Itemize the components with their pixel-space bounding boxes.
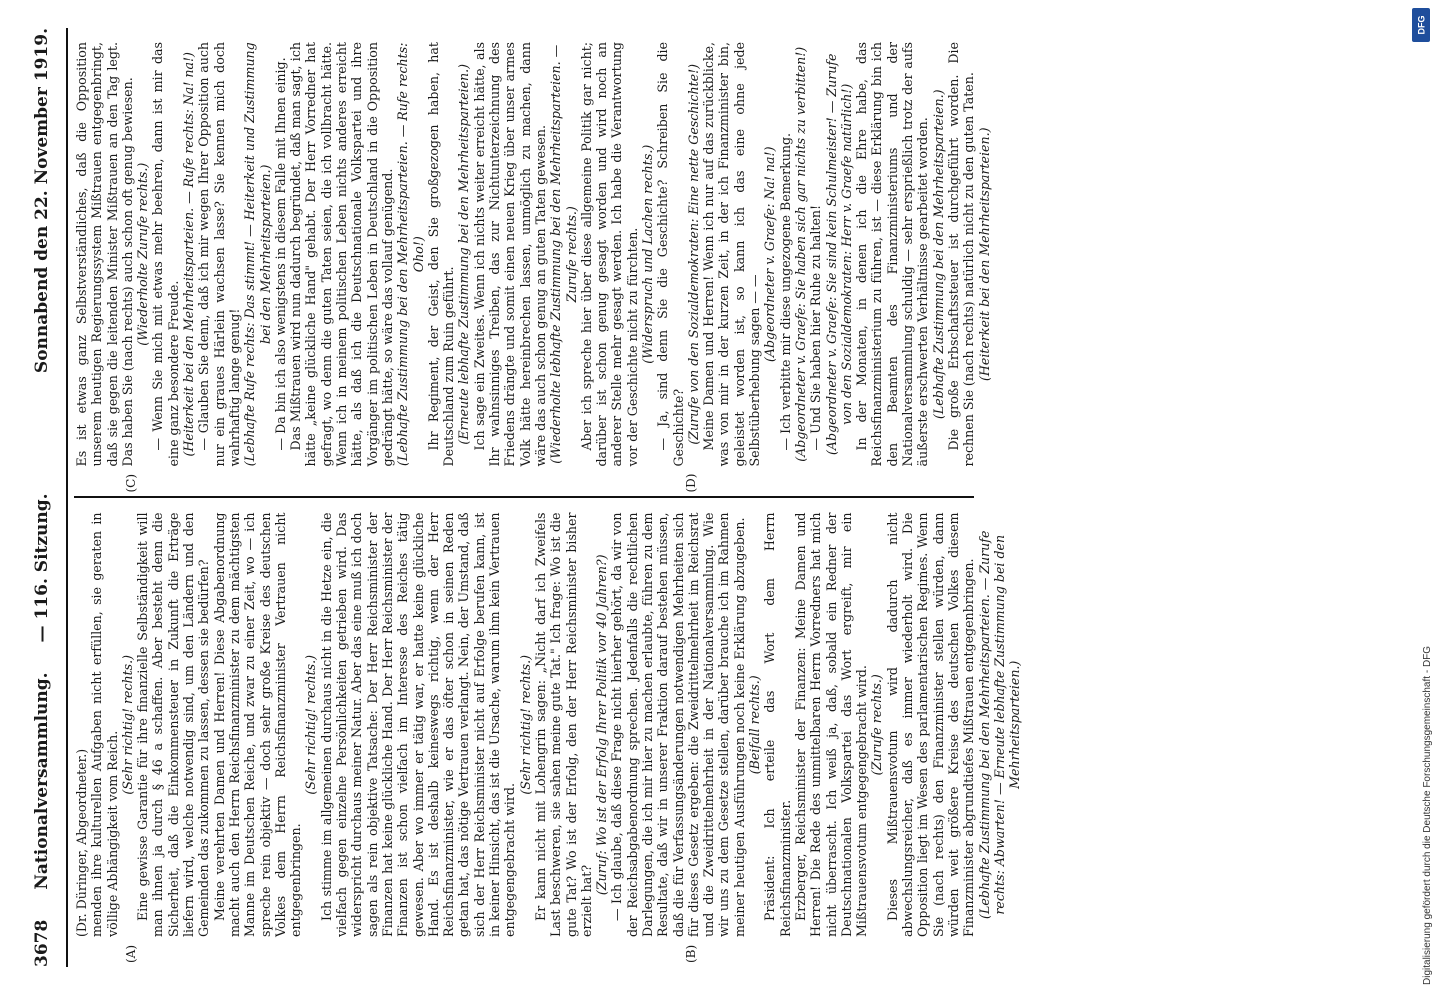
page-header [32,28,68,967]
left-column [74,499,1023,968]
paragraph: — Und Sie haben hier Ruhe zu halten! [808,204,824,451]
paragraph: (Wiederholte lebhafte Zustimmung bei den Mehrheitsparteien. — Zurufe rechts.) [548,44,579,464]
page-number: 3678 [32,919,52,967]
credit-text: Digitalisierung gefördert durch die Deutsche Forschungsgemeinschaft - DFG [1422,645,1433,985]
paragraph: Ihr Regiment, der Geist, den Sie großgezogen haben, hat Deutschland zum Ruin geführt. [425,42,457,467]
text-columns [74,28,1023,967]
paragraph: (Lebhafte Rufe rechts: Das stimmt! — Heiterkeit und Zustimmung bei den Mehrheitsparteien.) [242,42,273,467]
paragraph: (Lebhafte Zustimmung bei den Mehrheitsparteien. — Rufe rechts: Oho!) [395,42,426,466]
paragraph: (Abgeordneter v. Graefe: Sie haben sich gar nichts zu verbitten!) [792,46,808,462]
session-date: Sonnabend den 22. November 1919. [32,28,52,374]
session-label: — 116. Sitzung. [32,493,52,643]
paragraph: (Abgeordneter v. Graefe: Sie sind kein Schulmeister! — Zurufe von den Sozialdemokraten: Herr v. Graefe natürlich!) [823,53,854,455]
paragraph: (Sehr richtig! rechts.) [119,654,135,795]
paragraph: (Sehr richtig! rechts.) [517,654,533,795]
paragraph: Meine verehrten Damen und Herren! Diese Abgabenordnung macht auch den Herrn Reichsfinanzminister zu dem mächtigsten Manne im Deutschen Reiche, und zwar zu einer Zeit, wo — ich spreche rein objektiv — doch sehr große Kreise des deutschen Volkes dem Herrn Reichsfinanzminister Vertrauen nicht entgegenbringen. [211,512,304,937]
paragraph: (Erneute lebhafte Zustimmung bei den Mehrheitsparteien.) [456,63,472,445]
paragraph: — Glauben Sie denn, daß ich mir wegen Ihrer Opposition auch nur ein graues Härlein wachsen lasse? Sie kennen mich doch wahrhaftig lange genug! [196,42,242,467]
margin-mark-c: (C) [124,473,138,493]
paragraph: Eine gewisse Garantie für ihre finanzielle Selbständigkeit will man ihnen ja durch § 46 a schaffen. Aber besteht denn die Sicherheit, daß die Einkommensteuer in Zukunft die Erträge liefern wird, welche notwendig sind, um den Ländern und den Gemeinden das zukommen zu lassen, dessen sie bedürfen? [135,512,212,937]
paragraph: Dieses Mißtrauensvotum wird dadurch nicht abwechslungsreicher, daß es immer wiederholt wird. Die Opposition liegt im Wesen des parlamentarischen Regimes. Wenn Sie (nach rechts) den Finanzminister stellen würden, dann würden weit größere Kreise des deutschen Volkes diesem Finanzminister abgrundtiefes Mißtrauen entgegenbringen. [884,512,977,937]
paragraph: — Wenn Sie mich mit etwas mehr beehren, dann ist mir das eine ganz besondere Freude. [150,42,181,467]
margin-mark-d: (D) [684,473,698,493]
paragraph: Die große Erbschaftssteuer ist durchgeführt worden. Die rechnen Sie (nach rechts) natürlich nicht zu den guten Taten. [945,42,977,467]
paragraph: (Dr. Düringer, Abgeordneter.) [74,748,89,937]
paragraph: Ich stimme im allgemeinen durchaus nicht in die Hetze ein, die vielfach gegen einzelne Persönlichkeiten getrieben wird. Das widerspricht durchaus meiner Natur. Aber das eine muß ich doch sagen als rein objektive Tatsache: Der Herr Reichsminister der Finanzen hat keine glückliche Hand. Der Herr Reichsminister der Finanzen ist schon vielfach im Interesse des Reiches tätig gewesen. Aber wo immer er tätig war, er hatte keine glückliche Hand. Es ist deshalb keineswegs richtig, wenn der Herr Reichsfinanzminister, wie er das öfter schon in seinen Reden getan hat, das nötige Vertrauen verlangt. Nein, der Umstand, daß sich der Herr Reichsminister nicht auf Erfolge berufen kann, ist in keiner Hinsicht, das ist die Ursache, warum ihm kein Vertrauen entgegengebracht wird. [318,512,518,937]
paragraph: (Zurufe rechts.) [869,674,885,776]
paragraph: Es ist etwas ganz Selbstverständliches, daß die Opposition unserem heutigen Regierungssystem Mißtrauen entgegenbringt, daß sie gegen die leitenden Minister Mißtrauen an den Tag legt. Das haben Sie (nach rechts) auch schon oft genug bewiesen. [74,42,135,467]
right-column [74,28,992,499]
paragraph: (Lebhafte Zustimmung bei den Mehrheitsparteien. — Zurufe rechts: Abwarten! — Erneute lebhafte Zustimmung bei den Mehrheitsparteien.) [976,530,1023,919]
paragraph: (Sehr richtig! rechts.) [303,654,319,795]
paragraph: (Lebhafte Zustimmung bei den Mehrheitsparteien.) [930,89,946,420]
paragraph: (Beifall rechts.) [747,675,763,775]
paragraph: — Ja, sind denn Sie die Geschichte? Schreiben Sie die Geschichte? [655,42,686,467]
paragraph: (Heiterkeit bei den Mehrheitsparteien. — Rufe rechts: Na! na!) [181,52,197,457]
paragraph: — Da bin ich also wenigstens in diesem Falle mit Ihnen einig. [272,57,288,451]
paragraph: (Wiederholte Zurufe rechts.) [135,162,151,346]
margin-mark-a: (A) [124,944,138,963]
paragraph: menden ihre kulturellen Aufgaben nicht erfüllen, sie geraten in völlige Abhängigkeit vom Reich. [89,512,120,937]
paragraph: Er kann nicht mit Lohengrin sagen: „Nicht darf ich Zweifels Last beschweren, sie sahen meine gute Tat." Ich frage: Wo ist die gute Tat? Wo ist der Erfolg, den der Herr Reichsminister bisher erzielt hat? [532,512,594,937]
paragraph: Erzberger, Reichsminister der Finanzen: Meine Damen und Herren! Die Rede des unmittelbaren Herrn Vorredners hat mich nicht überrascht. Ich weiß ja, daß, sobald ein Redner der Deutschnationalen Volkspartei das Wort ergreift, mir ein Mißtrauensvotum entgegengebracht wird. [792,512,870,937]
paragraph: Ich sage ein Zweites. Wenn ich nichts weiter erreicht hätte, als Ihr wahnsinniges Treiben, das zur Nichtunterzeichnung des Friedens drängte und somit einen neuen Krieg über unser armes Volk hätte hereinbrechen lassen, unmöglich zu machen, dann wäre das auch schon genug an guten Taten gewesen. [471,42,548,467]
paragraph: (Widerspruch und Lachen rechts.) [639,144,655,364]
paragraph: (Abgeordneter v. Graefe: Na! na!) [762,146,778,363]
digitization-credit [1410,0,1434,1000]
margin-mark-b: (B) [684,944,698,963]
scanned-page [32,20,1372,975]
dfg-logo: DFG [1412,8,1430,42]
paragraph: In der Monaten, in denen ich die Ehre habe, das Reichsfinanzministerium zu führen, ist — diese Erklärung bin ich den Beamten des Finanzministeriums und der Nationalversammlung schuldig — sehr ersprießlich trotz der aufs äußerste erschwerten Verhältnisse gearbeitet worden. [854,42,931,467]
paragraph: Das Mißtrauen wird nun dadurch begründet, daß man sagt, ich hätte „keine glückliche Hand" gehabt. Der Herr Vorredner hat gefragt, wo denn die guten Taten seien, die ich vollbracht hätte. Wenn ich in meinem politischen Leben nichts anderes erreicht hätte, als daß ich die Deutschnationale Volkspartei und ihre Vorgänger im politischen Leben in Deutschland in die Opposition gedrängt hätte, so wäre das vollauf genügend. [288,42,395,467]
paragraph: (Zuruf: Wo ist der Erfolg Ihrer Politik vor 40 Jahren?) [594,554,610,896]
paragraph: Präsident: Ich erteile das Wort dem Herrn Reichsfinanzminister. [762,512,793,937]
paragraph: (Zurufe von den Sozialdemokraten: Eine nette Geschichte!) [685,63,701,445]
header-left [32,493,52,967]
paragraph: Meine Damen und Herren! Wenn ich nur auf das zurückblicke, was von mir in der kurzen Zeit, in der ich Finanzminister bin, geleistet worden ist, so kann ich das eine ohne jede Selbstüberhebung sagen — — [701,42,763,467]
paragraph: Aber ich spreche hier über diese allgemeine Politik gar nicht; darüber ist schon genug gesagt worden und wird noch an anderer Stelle mehr gesagt werden. Ich habe die Verantwortung vor der Geschichte nicht zu fürchten. [578,42,640,467]
paragraph: — Ich verbitte mir diese ungezogene Bemerkung. [777,132,793,451]
assembly-title: Nationalversammlung. [32,672,52,890]
paragraph: (Heiterkeit bei den Mehrheitsparteien.) [976,127,992,381]
paragraph: — Ich glaube, daß diese Frage nicht hierher gehört, da wir von der Reichsabgabenordnung sprechen. Jedenfalls die rechtlichen Darlegungen, die ich mir hier zu machen erlaubte, führen zu dem Resultate, daß wir in unserer Fraktion darauf bestehen müssen, daß die für Verfassungsänderungen notwendigen Mehrheiten sich für dieses Gesetz ergeben: die Zweidrittelmehrheit im Reichsrat und die Zweidrittelmehrheit in der Nationalversammlung. Wie wir uns zu dem Gesetze stellen, darüber brauche ich im Rahmen meiner heutigen Ausführungen noch keine Erklärung abzugeben. [609,512,747,937]
